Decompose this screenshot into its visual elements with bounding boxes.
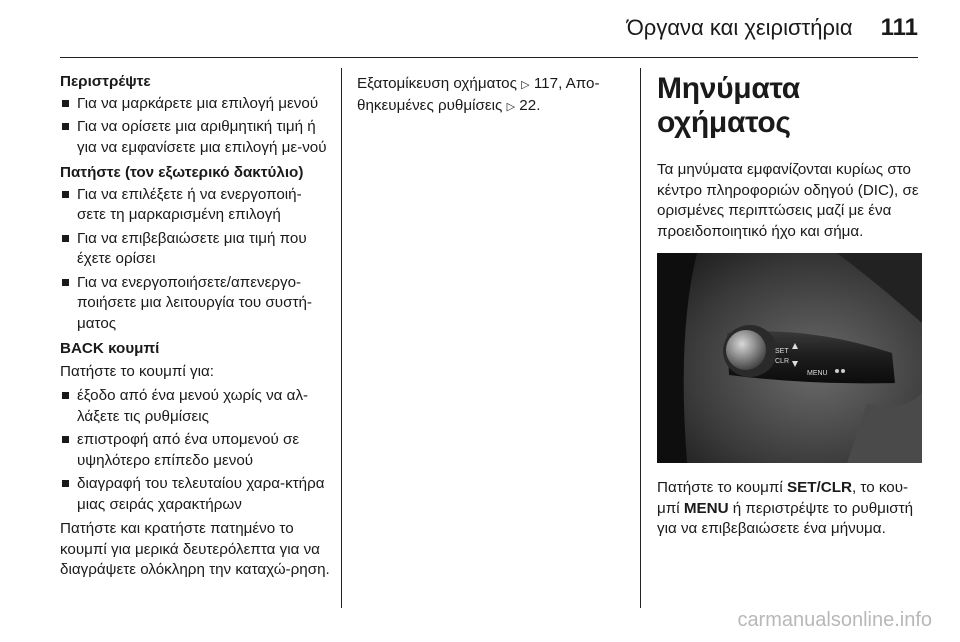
hold-text: Πατήστε και κρατήστε πατημένο το κουμπί για μερικά δευτερόλεπτα για να διαγράψετε ολόκληρη την καταχώ-ρηση. <box>60 520 330 578</box>
instruction-part: ή περιστρέψτε το ρυθμιστή για να επιβεβαιώσετε ένα μήνυμα. <box>657 499 914 537</box>
ref-end: . <box>536 96 541 114</box>
stalk-photo <box>657 253 922 463</box>
header-rule <box>60 57 918 58</box>
set-label: SET <box>775 348 789 355</box>
subheading-back: BACK κουμπί <box>60 340 160 357</box>
page-number: 111 <box>880 14 918 41</box>
chapter-title: Όργανα και χειριστήρια <box>626 15 853 40</box>
instruction-part: Πατήστε το κουμπί <box>657 479 787 496</box>
column-left <box>60 72 330 585</box>
page-reference-icon: ▷ <box>506 100 516 113</box>
list-item: Για να επιλέξετε ή να ενεργοποιή-σετε τη μαρκαρισμένη επιλογή <box>60 185 330 226</box>
section-intro: Τα μηνύματα εμφανίζονται κυρίως στο κέντρο πληροφοριών οδηγού (DIC), σε ορισμένες περιπτώσεις μαζί με ένα προειδοποιητικό ήχο και σήμα. <box>657 161 919 240</box>
stalk-illustration <box>657 253 922 463</box>
ref-sep: , Απο-θηκευμένες ρυθμίσεις <box>357 75 600 114</box>
list-item: διαγραφή του τελευταίου χαρα-κτήρα μιας σειράς χαρακτήρων <box>60 474 330 515</box>
menu-key: MENU <box>683 499 729 517</box>
list-item: Για να μαρκάρετε μια επιλογή μενού <box>60 94 330 115</box>
indicator-dot-icon <box>841 369 845 373</box>
instruction-part: , το κου-μπί <box>657 479 909 517</box>
cross-reference <box>357 74 629 117</box>
ref-page-1: 117 <box>533 75 559 92</box>
list-item: επιστροφή από ένα υπομενού σε υψηλότερο επίπεδο μενού <box>60 430 330 471</box>
back-intro: Πατήστε το κουμπί για: <box>60 362 214 380</box>
indicator-dot-icon <box>835 369 839 373</box>
ref-page-2: 22 <box>519 96 537 114</box>
page-reference-icon: ▷ <box>521 79 530 91</box>
list-item: Για να ορίσετε μια αριθμητική τιμή ή για να εμφανίσετε μια επιλογή με-νού <box>60 117 330 158</box>
column-right <box>657 72 922 544</box>
section-heading: Μηνύματα οχήματος <box>657 72 800 139</box>
turn-list <box>60 94 330 159</box>
back-list <box>60 386 330 515</box>
press-list <box>60 185 330 335</box>
set-clr-key: SET/CLR <box>787 479 852 496</box>
list-item: έξοδο από ένα μενού χωρίς να αλ-λάξετε τις ρυθμίσεις <box>60 386 330 427</box>
list-item: Για να ενεργοποιήσετε/απενεργο-ποιήσετε μια λειτουργία του συστή-ματος <box>60 273 330 335</box>
menu-label: MENU <box>807 370 828 377</box>
column-divider-1 <box>341 68 342 608</box>
clr-label: CLR <box>775 358 790 365</box>
watermark: carmanualsonline.info <box>737 609 932 631</box>
ref-text-1: Εξατομίκευση οχήματος <box>357 75 517 92</box>
subheading-turn: Περιστρέψτε <box>60 73 151 90</box>
column-divider-2 <box>640 68 641 608</box>
instruction-text <box>657 478 922 540</box>
subheading-press-ring: Πατήστε (τον εξωτερικό δακτύλιο) <box>60 164 304 181</box>
column-middle <box>357 72 629 121</box>
list-item: Για να επιβεβαιώσετε μια τιμή που έχετε ορίσει <box>60 229 330 270</box>
page-header <box>600 14 918 42</box>
